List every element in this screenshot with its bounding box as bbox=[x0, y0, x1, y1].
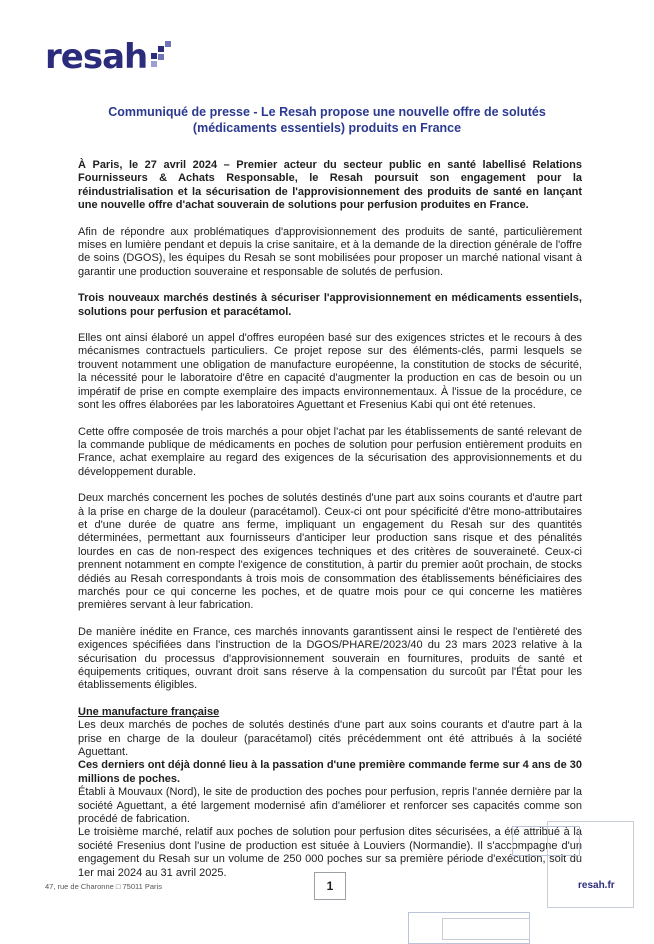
page-number: 1 bbox=[314, 872, 346, 900]
document-body bbox=[78, 159, 582, 880]
logo-mark-icon bbox=[151, 41, 175, 71]
manufacture-p3: Établi à Mouvaux (Nord), le site de production des poches pour perfusion, repris l'année dernière par la société Aguettant, a été largement modernisé afin d'améliorer et renforcer ses capacités comme son procédé de fabrication. bbox=[78, 786, 582, 826]
footer-address: 47, rue de Charonne □ 75011 Paris bbox=[45, 882, 162, 891]
resah-logo bbox=[45, 37, 175, 77]
manufacture-p4: Le troisième marché, relatif aux poches de solution pour perfusion dites sécurisées, a été attribué à la société Fresenius dont l'usine de production est située à Louviers (Normandie). Il s'accompagne d'un engagement du Resah sur un volume de 250 000 poches sur sa première période d'exécution, soit du 1er mai 2024 au 31 avril 2025. bbox=[78, 826, 582, 879]
manufacture-p1: Les deux marchés de poches de solutés destinés d'une part aux soins courants et d'autre part à la prise en charge de la douleur (paracétamol) cités précédemment ont été attribués à la société Aguettant. bbox=[78, 719, 582, 759]
decorative-frame bbox=[547, 821, 634, 908]
paragraph-two-markets: Deux marchés concernent les poches de solutés destinés d'une part aux soins courants et d'autre part à la prise en charge de la douleur (paracétamol). Ceux-ci ont pour spécificité d'être mono-attributaires et d'une durée de quatre ans ferme, impliquant un engagement du Resah sur des quantités déterminées, permettant aux fournisseurs d'anticiper leur production sans risque et des pénalités lourdes en cas de non-respect des exigences techniques et des critères de souveraineté. Ceux-ci prennent notamment en compte l'exigence de constitution, à partir du premier août prochain, de stocks dédiés au Resah correspondants à trois mois de consommation des établissements bénéficiaires des marchés pour ce qui concerne les poches, et de quatre mois pour ce qui concerne les matières premières servant à leur fabrication. bbox=[78, 492, 582, 612]
footer-website[interactable]: resah.fr bbox=[578, 880, 615, 891]
paragraph-tender: Elles ont ainsi élaboré un appel d'offres européen basé sur des exigences strictes et le recours à des mécanismes contractuels particuliers. Ce projet repose sur des éléments-clés, parmi lesquels se trouvent notamment une obligation de manufacture européenne, la constitution de stocks de sécurité, la nécessité pour le laboratoire d'être en capacité d'augmenter la production en cas de besoin ou un impératif de prise en compte exemplaire des impacts environnementaux. À l'issue de la procédure, ce sont les offres élaborées par les laboratoires Aguettant et Fresenius Kabi qui ont été retenues. bbox=[78, 332, 582, 412]
decorative-frame bbox=[442, 918, 530, 940]
manufacture-heading: Une manufacture française bbox=[78, 705, 220, 718]
manufacture-p2: Ces derniers ont déjà donné lieu à la passation d'une première commande ferme sur 4 ans de 30 millions de poches. bbox=[78, 759, 582, 785]
paragraph-context: Afin de répondre aux problématiques d'approvisionnement des produits de santé, particulièrement mises en lumière pendant et depuis la crise sanitaire, et à la demande de la direction générale de l'offre de soins (DGOS), les équipes du Resah se sont mobilisées pour proposer un marché national visant à garantir une production souveraine et responsable de solutés de perfusion. bbox=[78, 225, 582, 278]
section-subheading: Trois nouveaux marchés destinés à sécuriser l'approvisionnement en médicaments essentiels, solutions pour perfusion et paracétamol. bbox=[78, 292, 582, 318]
paragraph-offer: Cette offre composée de trois marchés a pour objet l'achat par les établissements de santé relevant de la commande publique de médicaments en poches de solution pour perfusion entièrement produits en France, achat exemplaire au regard des exigences de la sécurisation des approvisionnements et du développement durable. bbox=[78, 425, 582, 478]
press-release-title: Communiqué de presse - Le Resah propose une nouvelle offre de solutés (médicaments essentiels) produits en France bbox=[108, 105, 546, 135]
manufacture-section bbox=[78, 706, 582, 880]
paragraph-innovation: De manière inédite en France, ces marchés innovants garantissent ainsi le respect de l'entièreté des exigences spécifiées dans l'instruction de la DGOS/PHARE/2023/40 du 23 mars 2023 relative à la sécurisation du processus d'approvisionnement souverain en fournitures, produits de santé et équipements critiques, ouvrant droit sans réserve à la compensation du surcoût par l'État pour les établissements éligibles. bbox=[78, 625, 582, 692]
logo-text: resah bbox=[45, 37, 148, 77]
intro-paragraph: À Paris, le 27 avril 2024 – Premier acteur du secteur public en santé labellisé Relations Fournisseurs & Achats Responsable, le Resah poursuit son engagement pour la réindustrialisation et la sécurisation de l'approvisionnement des produits de santé en lançant une nouvelle offre d'achat souverain de solutions pour perfusion produites en France. bbox=[78, 159, 582, 212]
